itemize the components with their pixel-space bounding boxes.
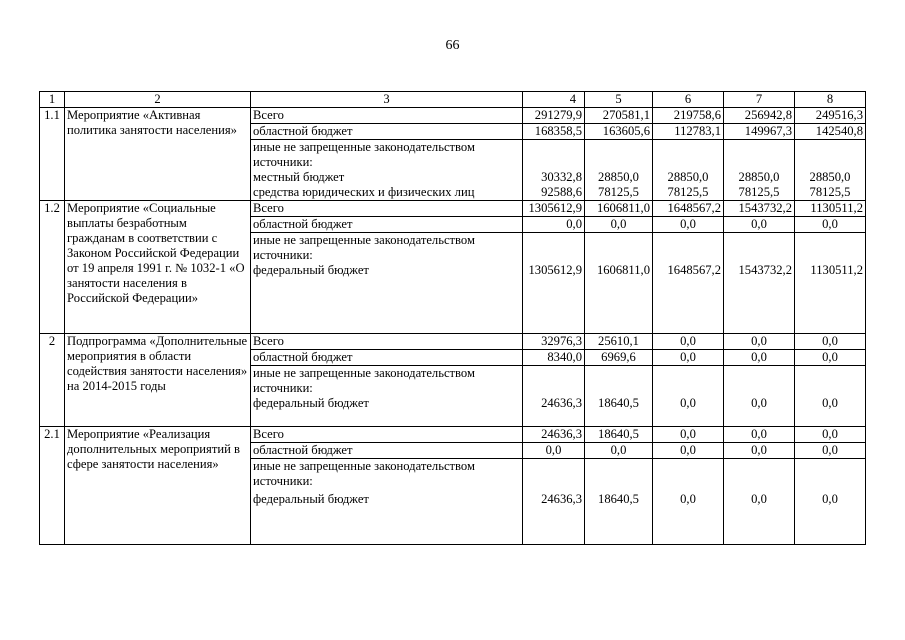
value-cell: 0,0 xyxy=(795,334,866,350)
value: 28850,0 xyxy=(667,170,709,184)
value-cell: 32976,3 xyxy=(523,334,585,350)
value: 1648567,2 xyxy=(667,263,721,277)
value-cell: 0,0 xyxy=(724,350,795,366)
value-cell: 249516,3 xyxy=(795,108,866,124)
value-cell xyxy=(795,366,866,427)
sources-cell xyxy=(251,140,523,201)
value-cell: 6969,6 xyxy=(585,350,653,366)
value-cell: 0,0 xyxy=(523,217,585,233)
source-label: федеральный бюджет xyxy=(253,396,369,410)
value: 28850,0 xyxy=(738,170,780,184)
value-cell xyxy=(653,233,724,334)
value-cell: 0,0 xyxy=(585,217,653,233)
header-cell: 8 xyxy=(795,92,866,108)
value-cell: 25610,1 xyxy=(585,334,653,350)
value-cell xyxy=(795,140,866,201)
value: 0,0 xyxy=(680,492,696,506)
value-cell: 1305612,9 xyxy=(523,201,585,217)
value: 0,0 xyxy=(680,396,696,410)
value-cell xyxy=(795,233,866,334)
value-cell: 0,0 xyxy=(653,443,724,459)
header-cell: 7 xyxy=(724,92,795,108)
total-label: Всего xyxy=(251,334,523,350)
header-cell: 4 xyxy=(523,92,585,108)
value-cell xyxy=(653,459,724,545)
value: 0,0 xyxy=(751,492,767,506)
source-label: местный бюджет xyxy=(253,170,345,184)
value: 1305612,9 xyxy=(528,263,582,277)
header-cell: 1 xyxy=(40,92,65,108)
sources-cell xyxy=(251,233,523,334)
source-label: средства юридических и физических лиц xyxy=(253,185,475,199)
row-number: 2 xyxy=(40,334,65,427)
value-cell: 219758,6 xyxy=(653,108,724,124)
value-cell xyxy=(585,366,653,427)
value: 78125,5 xyxy=(738,185,780,199)
value: 18640,5 xyxy=(598,396,639,410)
value-cell xyxy=(795,459,866,545)
value-cell: 142540,8 xyxy=(795,124,866,140)
value-cell xyxy=(724,140,795,201)
value-cell: 163605,6 xyxy=(585,124,653,140)
value-cell: 256942,8 xyxy=(724,108,795,124)
header-cell: 6 xyxy=(653,92,724,108)
value-cell: 112783,1 xyxy=(653,124,724,140)
activity-name: Мероприятие «Реализация дополнительных мероприятий в сфере занятости населения» xyxy=(65,427,251,545)
value-cell: 0,0 xyxy=(795,427,866,443)
value-cell: 1648567,2 xyxy=(653,201,724,217)
header-cell: 3 xyxy=(251,92,523,108)
value-cell xyxy=(653,366,724,427)
value: 78125,5 xyxy=(667,185,709,199)
value: 1130511,2 xyxy=(810,263,863,277)
value-cell xyxy=(523,140,585,201)
value-cell: 149967,3 xyxy=(724,124,795,140)
regional-label: областной бюджет xyxy=(251,124,523,140)
value-cell: 270581,1 xyxy=(585,108,653,124)
row-number: 2.1 xyxy=(40,427,65,545)
value: 92588,6 xyxy=(541,185,582,199)
header-row xyxy=(40,92,866,108)
value: 1606811,0 xyxy=(596,263,650,277)
value-cell xyxy=(724,459,795,545)
regional-label: областной бюджет xyxy=(251,217,523,233)
value-cell: 168358,5 xyxy=(523,124,585,140)
table-row xyxy=(40,427,866,443)
header-cell: 2 xyxy=(65,92,251,108)
budget-table xyxy=(39,91,866,545)
value-cell xyxy=(653,140,724,201)
value-cell xyxy=(585,233,653,334)
value: 24636,3 xyxy=(541,492,582,506)
total-label: Всего xyxy=(251,201,523,217)
value-cell: 291279,9 xyxy=(523,108,585,124)
value-cell: 0,0 xyxy=(795,443,866,459)
value: 78125,5 xyxy=(598,185,639,199)
regional-label: областной бюджет xyxy=(251,443,523,459)
value-cell: 24636,3 xyxy=(523,427,585,443)
value-cell xyxy=(724,233,795,334)
table-row xyxy=(40,334,866,350)
value: 0,0 xyxy=(822,396,838,410)
value-cell: 0,0 xyxy=(653,350,724,366)
total-label: Всего xyxy=(251,427,523,443)
row-number: 1.2 xyxy=(40,201,65,334)
value-cell: 0,0 xyxy=(653,334,724,350)
activity-name: Мероприятие «Активная политика занятости населения» xyxy=(65,108,251,201)
table-row xyxy=(40,108,866,124)
value-cell: 1606811,0 xyxy=(585,201,653,217)
value: 28850,0 xyxy=(598,170,639,184)
table-row xyxy=(40,201,866,217)
value-cell: 0,0 xyxy=(653,217,724,233)
other-sources-label: иные не запрещенные законодательством источники: xyxy=(253,459,475,488)
activity-name: Мероприятие «Социальные выплаты безработным гражданам в соответствии с Законом Российской Федерации от 19 апреля 1991 г. № 1032-1 «О занятости населения в Российской Федерации» xyxy=(65,201,251,334)
header-cell: 5 xyxy=(585,92,653,108)
page-number: 66 xyxy=(445,38,460,53)
regional-label: областной бюджет xyxy=(251,350,523,366)
value-cell xyxy=(724,366,795,427)
activity-name: Подпрограмма «Дополнительные мероприятия в области содействия занятости населения» на 2014-2015 годы xyxy=(65,334,251,427)
value-cell xyxy=(523,233,585,334)
value-cell: 0,0 xyxy=(795,217,866,233)
value-cell xyxy=(585,140,653,201)
sources-cell xyxy=(251,366,523,427)
source-label: федеральный бюджет xyxy=(253,492,369,506)
value: 18640,5 xyxy=(598,492,639,506)
value-cell: 0,0 xyxy=(724,427,795,443)
value: 30332,8 xyxy=(541,170,582,184)
value: 0,0 xyxy=(822,492,838,506)
other-sources-label: иные не запрещенные законодательством источники: xyxy=(253,233,475,262)
total-label: Всего xyxy=(251,108,523,124)
value-cell: 0,0 xyxy=(653,427,724,443)
value-cell: 1130511,2 xyxy=(795,201,866,217)
value: 78125,5 xyxy=(809,185,851,199)
sources-cell xyxy=(251,459,523,545)
value-cell: 0,0 xyxy=(795,350,866,366)
value: 24636,3 xyxy=(541,396,582,410)
value-cell: 0,0 xyxy=(585,443,653,459)
value-cell xyxy=(585,459,653,545)
value-cell: 1543732,2 xyxy=(724,201,795,217)
value-cell: 0,0 xyxy=(724,334,795,350)
value: 1543732,2 xyxy=(738,263,792,277)
value-cell xyxy=(523,366,585,427)
value-cell: 0,0 xyxy=(523,443,585,459)
source-label: федеральный бюджет xyxy=(253,263,369,277)
value-cell: 18640,5 xyxy=(585,427,653,443)
other-sources-label: иные не запрещенные законодательством источники: xyxy=(253,140,475,169)
value-cell: 0,0 xyxy=(724,217,795,233)
value: 0,0 xyxy=(751,396,767,410)
value-cell: 8340,0 xyxy=(523,350,585,366)
value-cell xyxy=(523,459,585,545)
other-sources-label: иные не запрещенные законодательством источники: xyxy=(253,366,475,395)
value: 28850,0 xyxy=(809,170,851,184)
value-cell: 0,0 xyxy=(724,443,795,459)
row-number: 1.1 xyxy=(40,108,65,201)
